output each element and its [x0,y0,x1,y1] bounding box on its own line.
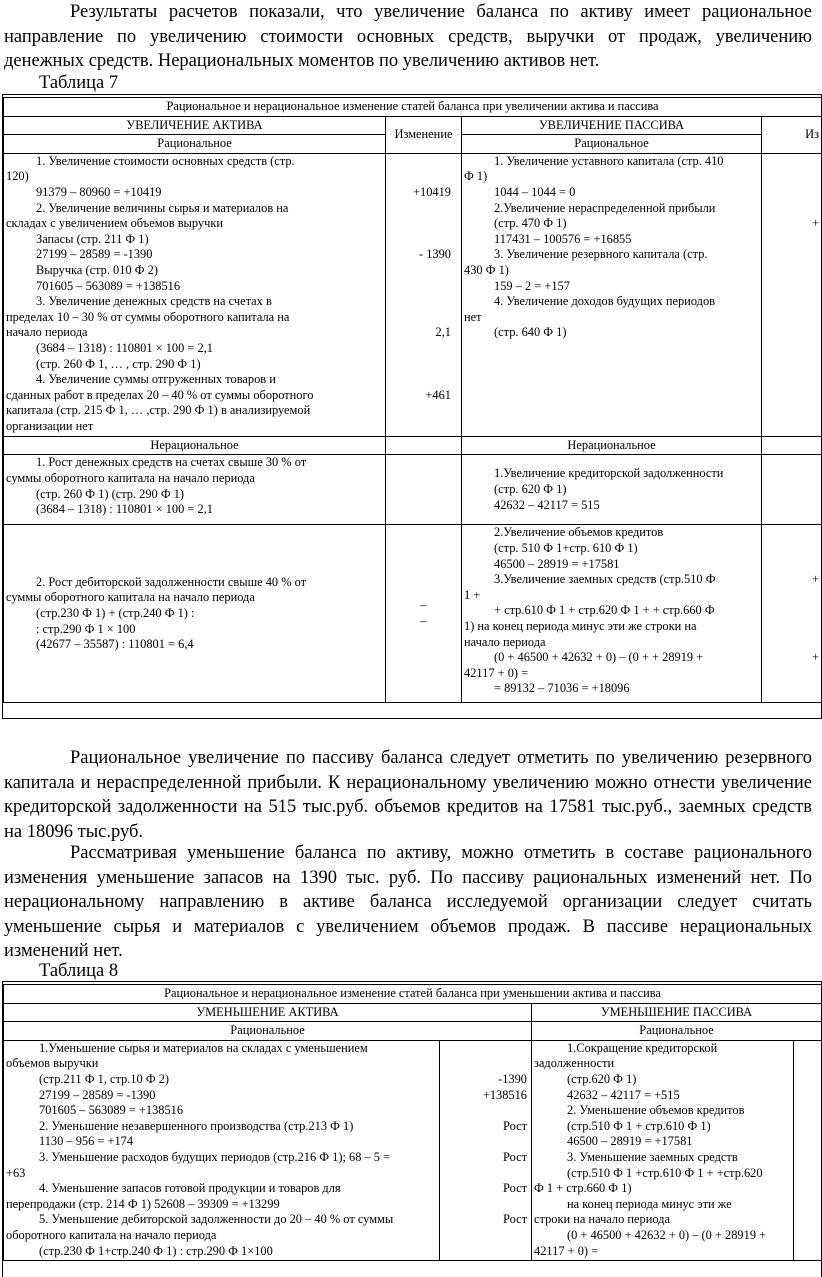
t7-ra-line: организации нет [6,418,94,433]
t7-rac-value [388,201,451,217]
t8-lc-value [796,1212,819,1228]
t8-a-line: 4. Уменьшение запасов готовой продукции и товаров для [39,1181,341,1196]
t7-i1l-line: (стр. 620 Ф 1) [494,482,567,497]
t8-l-line: задолженности [534,1056,615,1071]
t7-ra-line: 91379 – 80960 = +10419 [36,184,162,199]
t7-rl-line: Ф 1) [464,169,488,184]
t7-i2a-line: (стр.230 Ф 1) + (стр.240 Ф 1) : [36,606,195,621]
t8-l-line: на конец периода минус эти же [567,1196,732,1211]
table7-irrational-liabs-1 [462,455,762,525]
t7-i1a-line: (3684 – 1318) : 110801 × 100 = 2,1 [36,502,213,517]
table7-irrational-liabs-2 [462,525,762,703]
table7-liab-header: УВЕЛИЧЕНИЕ ПАССИВА [462,116,762,135]
t8-ac-value [442,1103,527,1119]
t7-rlc-value [764,310,819,326]
t8-a-line: перепродажи (стр. 214 Ф 1) 52608 – 39309 = +13299 [6,1196,280,1211]
t7-i2l-line: (стр. 510 Ф 1+стр. 610 Ф 1) [494,540,638,555]
table7-irrational-assets-2 [4,525,386,703]
t7-rlc-value [764,263,819,279]
t8-ac-value: Рост [502,1181,527,1196]
table8-assets [4,1040,440,1260]
table8-caption: Таблица 8 [39,961,119,981]
t7-i2ac-value: – [420,598,427,613]
t7-ra-line: Выручка (стр. 010 Ф 2) [36,262,158,277]
table7-caption: Таблица 7 [39,73,119,93]
t7-rac-value [388,169,451,185]
table8 [2,981,822,1277]
t8-l-line: 3. Уменьшение заемных средств [567,1149,738,1164]
t8-a-line: (стр.230 Ф 1+стр.240 Ф 1) : стр.290 Ф 1×100 [39,1243,273,1258]
t8-lc-value [796,1181,819,1197]
t7-ra-line: пределах 10 – 30 % от суммы оборотного капитала на [6,309,290,324]
table7-irrational-label-liab: Нерациональное [462,436,762,455]
t8-lc-value [796,1244,819,1260]
intro-paragraph: Результаты расчетов показали, что увеличение баланса по активу имеет рациональное направление по увеличению стоимости основных средств, выручки от продаж, увеличению денежных средств. Нерациональных моментов по увеличению активов нет. [4,2,812,71]
t7-ra-line: (3684 – 1318) : 110801 × 100 = 2,1 [36,340,213,355]
t7-i2lc-value: + [812,650,819,665]
t8-a-line: 5. Уменьшение дебиторской задолженности до 20 – 40 % от суммы [39,1212,394,1227]
t7-i1a-line: (стр. 260 Ф 1) (стр. 290 Ф 1) [36,486,185,501]
t7-rac-value [388,279,451,295]
table7-rational-liabs [462,153,762,436]
t7-rlc-value [764,154,819,170]
t8-l-line: 1.Сокращение кредиторской [567,1040,718,1055]
t8-ac-value: Рост [502,1118,527,1133]
t7-rl-line: 159 – 2 = +157 [494,278,570,293]
t8-lc-value [796,1103,819,1119]
t7-rac-value: 2,1 [435,325,451,340]
table8-asset-changes [440,1040,532,1260]
t8-lc-value [796,1072,819,1088]
t7-rac-value [388,310,451,326]
t8-l-line: (0 + 46500 + 42632 + 0) – (0 + 28919 + [567,1227,767,1242]
t7-rl-line: нет [464,309,482,324]
table7-liab-change-header: Из [762,116,822,153]
t8-lc-value [796,1056,819,1072]
t8-l-line: (стр.510 Ф 1 +стр.610 Ф 1 + +стр.620 [567,1165,763,1180]
t7-i2l-line: 2.Увеличение объемов кредитов [494,525,664,540]
t8-lc-value [796,1119,819,1135]
table7-rational-assets [4,153,386,436]
t7-ra-line: капитала (стр. 215 Ф 1, … ,стр. 290 Ф 1) в анализируемой [6,403,311,418]
t7-i2l-line: 46500 – 28919 = +17581 [494,556,620,571]
t7-ra-line: сданных работ в пределах 20 – 40 % от суммы оборотного [6,387,314,402]
t7-rl-line: 1. Увеличение уставного капитала (стр. 410 [494,153,724,168]
t7-ra-line: начало периода [6,325,88,340]
t8-l-line: строки на начало периода [534,1212,670,1227]
t8-a-line: 3. Уменьшение расходов будущих периодов (стр.216 Ф 1); 68 – 5 = [39,1149,391,1164]
t8-a-line: 2. Уменьшение незавершенного производства (стр.213 Ф 1) [39,1118,354,1133]
t7-i2lc-value [764,603,819,619]
t7-rac-value [388,216,451,232]
t7-i2a-line: суммы оборотного капитала на начало периода [6,590,255,605]
t8-ac-value: -1390 [498,1071,527,1086]
t8-ac-value [442,1228,527,1244]
t8-l-line: Ф 1 + стр.660 Ф 1) [534,1181,632,1196]
t7-rac-value [388,263,451,279]
t7-rl-line: 3. Увеличение резервного капитала (стр. [494,247,708,262]
t7-i2lc-value: + [812,572,819,587]
t7-i2l-line: 3.Увеличение заемных средств (стр.510 Ф [494,572,716,587]
table7-irrational-label: Нерациональное [4,436,386,455]
t8-lc-value [796,1134,819,1150]
t7-ra-line: 27199 – 28589 = -1390 [36,247,153,262]
t8-lc-value [796,1166,819,1182]
t8-a-line: (стр.211 Ф 1, стр.10 Ф 2) [39,1071,170,1086]
t7-rac-value [388,372,451,388]
t8-a-line: 701605 – 563089 = +138516 [39,1103,184,1118]
t7-rlc-value [764,294,819,310]
t7-ra-line: (стр. 260 Ф 1, … , стр. 290 Ф 1) [36,356,201,371]
t7-rac-value [388,232,451,248]
t8-ac-value: Рост [502,1212,527,1227]
t8-a-line: оборотного капитала на начало периода [6,1227,217,1242]
table8-rational-label-liab: Рациональное [532,1022,822,1041]
t7-i2lc-value [764,557,819,573]
table7-change-header: Изменение [386,116,462,153]
t7-i1a-line: 1. Рост денежных средств на счетах свыше 30 % от [36,455,307,470]
t7-i2l-line: + стр.610 Ф 1 + стр.620 Ф 1 + + стр.660 Ф [494,603,715,618]
table7-title: Рациональное и нерациональное изменение статей баланса при увеличении актива и пассива [4,98,822,117]
table7-irrational-assets-1 [4,455,386,525]
t7-ra-line: 2. Увеличение величины сырья и материалов на [36,200,289,215]
t8-ac-value [442,1134,527,1150]
t7-rl-line: (стр. 470 Ф 1) [494,216,567,231]
t7-rac-value [388,154,451,170]
t7-rac-value [388,403,451,419]
t7-rlc-value [764,201,819,217]
t7-ra-line: 120) [6,169,29,184]
t7-rac-value: +461 [425,387,451,402]
t8-a-line: 27199 – 28589 = -1390 [39,1087,156,1102]
table8-liab-header: УМЕНЬШЕНИЕ ПАССИВА [532,1003,822,1022]
t8-l-line: 42632 – 42117 = +515 [567,1087,680,1102]
t7-rac-value [388,419,451,435]
table7 [2,94,822,719]
t7-rlc-value: + [812,216,819,231]
t8-ac-value [442,1166,527,1182]
table7-rational-label: Рациональное [4,135,386,154]
t7-i2l-line: 1) на конец периода минус эти же строки на [464,618,697,633]
t7-i2lc-value [764,666,819,682]
t7-ra-line: 701605 – 563089 = +138516 [36,278,181,293]
t7-i2l-line: 1 + [464,587,481,602]
table7-irrational-asset-changes-2 [386,525,462,703]
paragraph-3: Рассматривая уменьшение баланса по активу, можно отметить в составе рационального изменения уменьшение запасов на 1390 тыс. руб. По пассиву рациональных изменений нет. По нерациональному направлению в активе баланса исследуемой организации следует считать уменьшение сырья и материалов с увеличением объемов продаж. В пассиве нерациональных изменений нет. [4,843,812,961]
t7-rlc-value [764,279,819,295]
t7-rac-value [388,341,451,357]
table8-liab-changes [794,1040,822,1260]
t7-rac-value: +10419 [413,184,451,199]
t7-i2ac-value: – [420,613,427,628]
t7-rl-line: 4. Увеличение доходов будущих периодов [494,294,716,309]
table7-rational-liab-changes [762,153,822,436]
t7-ra-line: 4. Увеличение суммы отгруженных товаров и [36,372,276,387]
t8-lc-value [796,1088,819,1104]
t7-i2lc-value [764,541,819,557]
t8-ac-value [442,1244,527,1260]
t8-a-line: 1130 – 956 = +174 [39,1134,134,1149]
t8-a-line: 1.Уменьшение сырья и материалов на складах с уменьшением [39,1040,368,1055]
t8-a-line: объемов выручки [6,1056,99,1071]
t7-rl-line: 1044 – 1044 = 0 [494,184,576,199]
t7-rlc-value [764,325,819,341]
t7-i2a-line: 2. Рост дебиторской задолженности свыше 40 % от [36,574,307,589]
t8-a-line: +63 [6,1165,26,1180]
t8-l-line: 42117 + 0) = [534,1243,599,1258]
t7-i2lc-value [764,635,819,651]
t8-lc-value [796,1041,819,1057]
t7-i1l-line: 42632 – 42117 = 515 [494,497,600,512]
table7-asset-header: УВЕЛИЧЕНИЕ АКТИВА [4,116,386,135]
paragraph-2: Рациональное увеличение по пассиву баланса следует отметить по увеличению резервного капитала и нераспределенной прибыли. К нерациональному увеличению можно отнести увеличение кредиторской задолженности на 515 тыс.руб. объемов кредитов на 17581 тыс.руб., заемных средств на 18096 тыс.руб. [4,748,812,842]
t8-ac-value [442,1056,527,1072]
t8-l-line: 2. Уменьшение объемов кредитов [567,1103,745,1118]
t8-ac-value [442,1041,527,1057]
t7-i2lc-value [764,619,819,635]
table8-title: Рациональное и нерациональное изменение статей баланса при уменьшении актива и пассива [4,985,822,1004]
t7-ra-line: 3. Увеличение денежных средств на счетах в [36,294,272,309]
t7-rlc-value [764,185,819,201]
t8-l-line: (стр.510 Ф 1 + стр.610 Ф 1) [567,1118,711,1133]
t7-rlc-value [764,232,819,248]
table7-irrational-liab-changes-2 [762,525,822,703]
t7-ra-line: 1. Увеличение стоимости основных средств (стр. [36,153,295,168]
t7-rac-value [388,357,451,373]
table7-rational-label-liab: Рациональное [462,135,762,154]
t7-rac-value: - 1390 [418,247,451,262]
t8-lc-value [796,1150,819,1166]
t7-rlc-value [764,169,819,185]
t8-ac-value [442,1197,527,1213]
t7-i2lc-value [764,588,819,604]
t7-i2a-line: : стр.290 Ф 1 × 100 [36,621,136,636]
t8-l-line: (стр.620 Ф 1) [567,1071,637,1086]
t8-l-line: 46500 – 28919 = +17581 [567,1134,693,1149]
t7-i1a-line: суммы оборотного капитала на начало периода [6,470,255,485]
t7-rl-line: (стр. 640 Ф 1) [494,325,567,340]
t8-ac-value: Рост [502,1149,527,1164]
t7-i2l-line: начало периода [464,634,546,649]
t7-i2l-line: (0 + 46500 + 42632 + 0) – (0 + + 28919 + [494,650,704,665]
table7-rational-asset-changes [386,153,462,436]
t7-i2lc-value [764,525,819,541]
t8-lc-value [796,1197,819,1213]
t7-rl-line: 430 Ф 1) [464,262,509,277]
table8-rational-label: Рациональное [4,1022,532,1041]
t7-i1l-line: 1.Увеличение кредиторской задолженности [494,466,724,481]
t7-i2l-line: 42117 + 0) = [464,665,529,680]
t7-i2lc-value [764,681,819,697]
t7-rac-value [388,294,451,310]
t7-i2a-line: (42677 – 35587) : 110801 = 6,4 [36,637,194,652]
t8-ac-value: +138516 [482,1087,527,1102]
t8-lc-value [796,1228,819,1244]
t7-rl-line: 117431 – 100576 = +16855 [494,231,632,246]
table8-asset-header: УМЕНЬШЕНИЕ АКТИВА [4,1003,532,1022]
t7-i2l-line: = 89132 – 71036 = +18096 [494,681,630,696]
t7-ra-line: Запасы (стр. 211 Ф 1) [36,231,149,246]
t7-ra-line: складах с увеличением объемов выручки [6,216,223,231]
t7-rl-line: 2.Увеличение нераспределенной прибыли [494,200,716,215]
table8-liabs [532,1040,794,1260]
t7-rlc-value [764,247,819,263]
